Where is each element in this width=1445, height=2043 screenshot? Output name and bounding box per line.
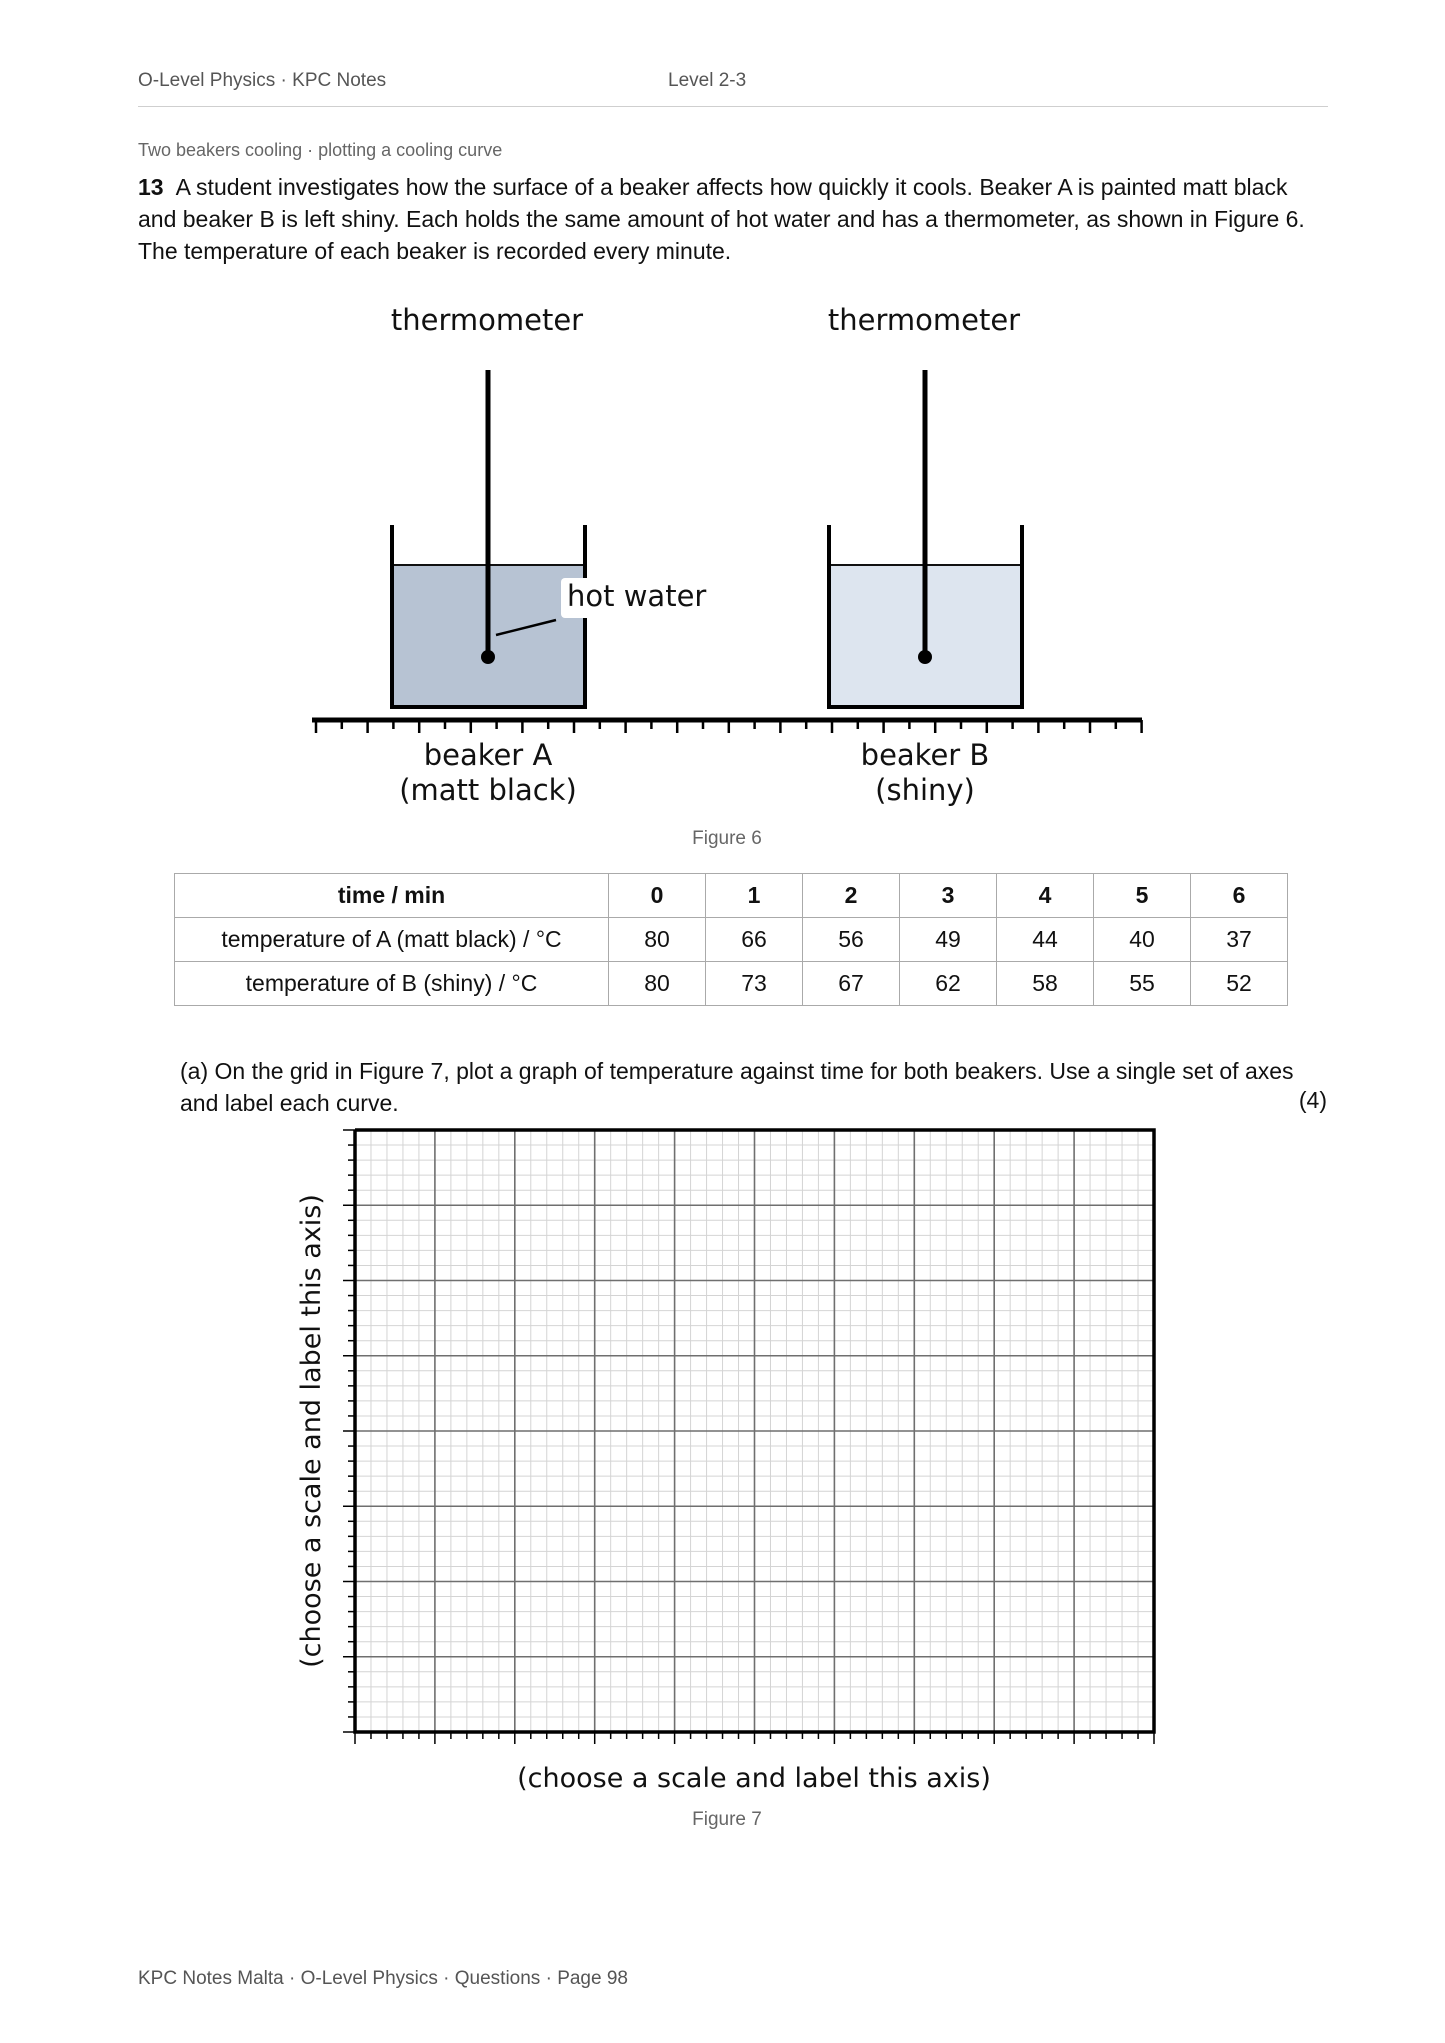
table-cell: 55 (1094, 962, 1191, 1006)
results-table (174, 873, 1288, 1006)
table-header-cell: 1 (706, 874, 803, 918)
table-header-cell: 6 (1191, 874, 1288, 918)
figure-7-graph-grid (270, 1120, 1170, 1810)
table-header-cell: 0 (609, 874, 706, 918)
page-footer: KPC Notes Malta · O-Level Physics · Questions · Page 98 (138, 1968, 628, 1989)
table-header-cell: 4 (997, 874, 1094, 918)
beaker-b-surface: (shiny) (875, 773, 975, 807)
table-header-label: time / min (175, 874, 609, 918)
table-row (175, 918, 1288, 962)
running-header-level: Level 2-3 (668, 70, 747, 91)
figure-6-caption: Figure 6 (692, 828, 762, 849)
table-cell: 73 (706, 962, 803, 1006)
thermometer-label-a: thermometer (390, 303, 584, 337)
running-header-left: O-Level Physics · KPC Notes (138, 70, 387, 91)
table-cell: 44 (997, 918, 1094, 962)
thermometer-label-b: thermometer (827, 303, 1021, 337)
table-cell: 80 (609, 962, 706, 1006)
question-stem (138, 171, 1328, 267)
table-row-label: temperature of A (matt black) / °C (175, 918, 609, 962)
table-cell: 58 (997, 962, 1094, 1006)
beaker-a-surface: (matt black) (399, 773, 577, 807)
table-header-cell: 5 (1094, 874, 1191, 918)
table-cell: 67 (803, 962, 900, 1006)
beaker-b-name: beaker B (860, 738, 990, 772)
question-text: A student investigates how the surface of a beaker affects how quickly it cools. Beaker A is painted matt black and beaker B is left shiny. Each holds the same amount of hot water and has a thermometer, as shown in Figure 6. The temperature of each beaker is recorded every minute. (138, 174, 1305, 264)
table-cell: 49 (900, 918, 997, 962)
table-cell: 56 (803, 918, 900, 962)
axis-ticks (343, 1130, 1154, 1744)
table-cell: 80 (609, 918, 706, 962)
table-row (175, 962, 1288, 1006)
part-a-marks: (4) (1298, 1087, 1327, 1113)
question-number: 13 (138, 174, 164, 200)
table-cell: 40 (1094, 918, 1191, 962)
table-cell: 66 (706, 918, 803, 962)
header-rule (138, 106, 1328, 107)
x-axis-prompt: (choose a scale and label this axis) (517, 1763, 991, 1794)
table-header-row (175, 874, 1288, 918)
figure-7-caption: Figure 7 (692, 1809, 762, 1830)
table-row-label: temperature of B (shiny) / °C (175, 962, 609, 1006)
water-label: hot water (567, 579, 707, 613)
table-cell: 62 (900, 962, 997, 1006)
thermometer-bulb-a (481, 650, 495, 664)
table-header-cell: 3 (900, 874, 997, 918)
table-cell: 52 (1191, 962, 1288, 1006)
table-cell: 37 (1191, 918, 1288, 962)
table-header-cell: 2 (803, 874, 900, 918)
beaker-a-name: beaker A (423, 738, 553, 772)
figure-6-apparatus (0, 280, 1445, 860)
thermometer-bulb-b (918, 650, 932, 664)
part-a-prompt: (a) On the grid in Figure 7, plot a graph of temperature against time for both beakers. Use a single set of axes and label each curve. (180, 1058, 1294, 1116)
y-axis-prompt: (choose a scale and label this axis) (296, 1194, 327, 1668)
question-context: Two beakers cooling · plotting a cooling curve (138, 140, 503, 160)
